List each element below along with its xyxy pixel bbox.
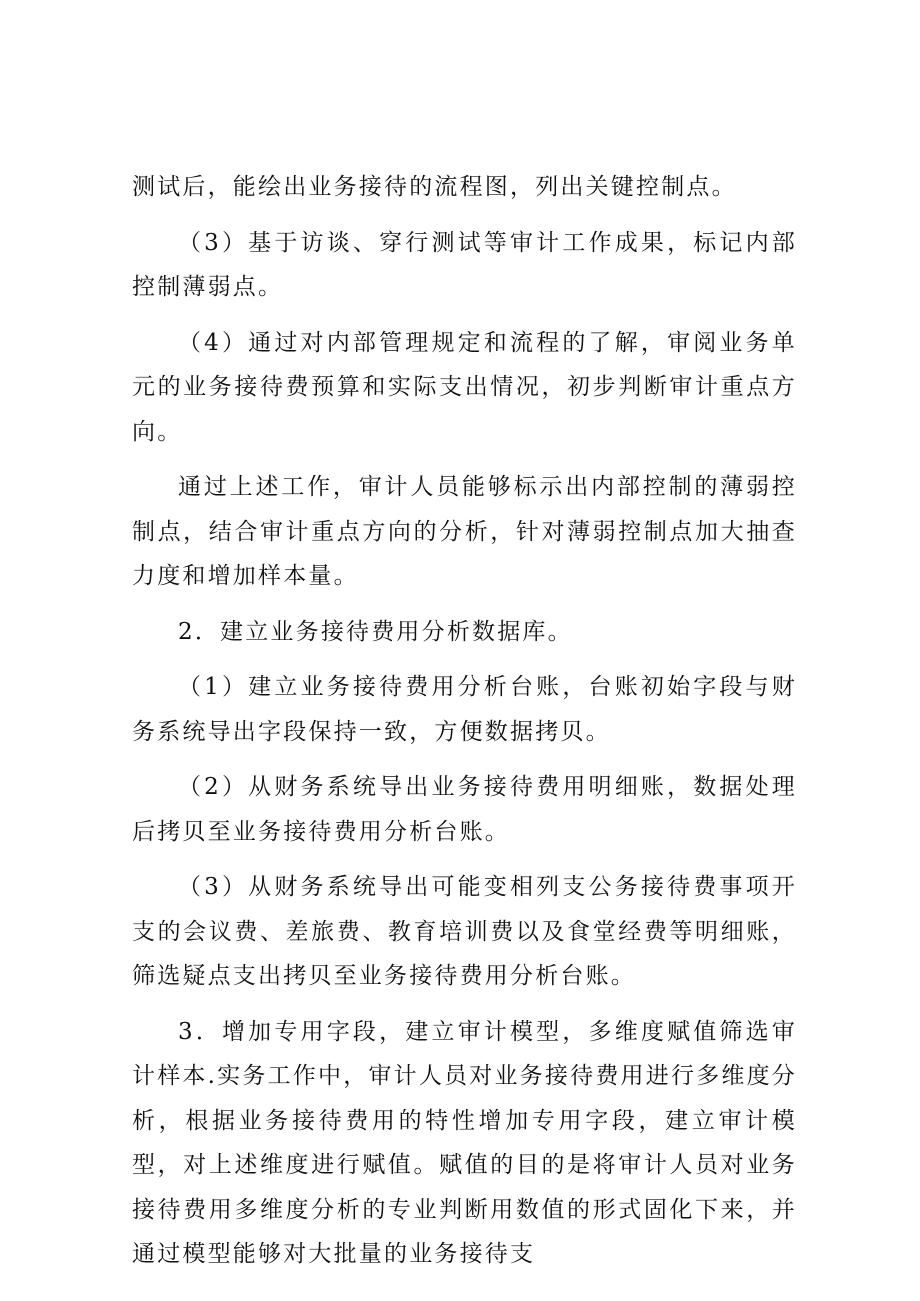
paragraph-item-1: （1）建立业务接待费用分析台账，台账初始字段与财务系统导出字段保持一致，方便数据拷贝。 — [132, 674, 797, 745]
section-heading-2: 2．建立业务接待费用分析数据库。 — [178, 618, 573, 645]
paragraph-item-3: （3）基于访谈、穿行测试等审计工作成果，标记内部控制薄弱点。 — [132, 229, 797, 300]
paragraph-item-4: （4）通过对内部管理规定和流程的了解，审阅业务单元的业务接待费预算和实际支出情况，初步判断审计重点方向。 — [132, 329, 797, 445]
document-body — [132, 165, 797, 1288]
section-heading-3: 3．增加专用字段，建立审计模型，多维度赋值筛选审计样本.实务工作中，审计人员对业务接待费用进行多维度分析，根据业务接待费用的特性增加专用字段，建立审计模型，对上述维度进行赋值。赋值的目的是将审计人员对业务接待费用多维度分析的专业判断用数值的形式固化下来，并通过模型能够对大批量的业务接待支 — [132, 1018, 797, 1267]
paragraph-summary: 通过上述工作，审计人员能够标示出内部控制的薄弱控制点，结合审计重点方向的分析，针对薄弱控制点加大抽查力度和增加样本量。 — [132, 474, 797, 589]
paragraph-continuation: 测试后，能绘出业务接待的流程图，列出关键控制点。 — [132, 174, 737, 200]
paragraph-item-2: （2）从财务系统导出业务接待费用明细账，数据处理后拷贝至业务接待费用分析台账。 — [132, 774, 797, 845]
paragraph-item-3b: （3）从财务系统导出可能变相列支公务接待费事项开支的会议费、差旅费、教育培训费以及食堂经费等明细账，筛选疑点支出拷贝至业务接待费用分析台账。 — [132, 874, 797, 989]
